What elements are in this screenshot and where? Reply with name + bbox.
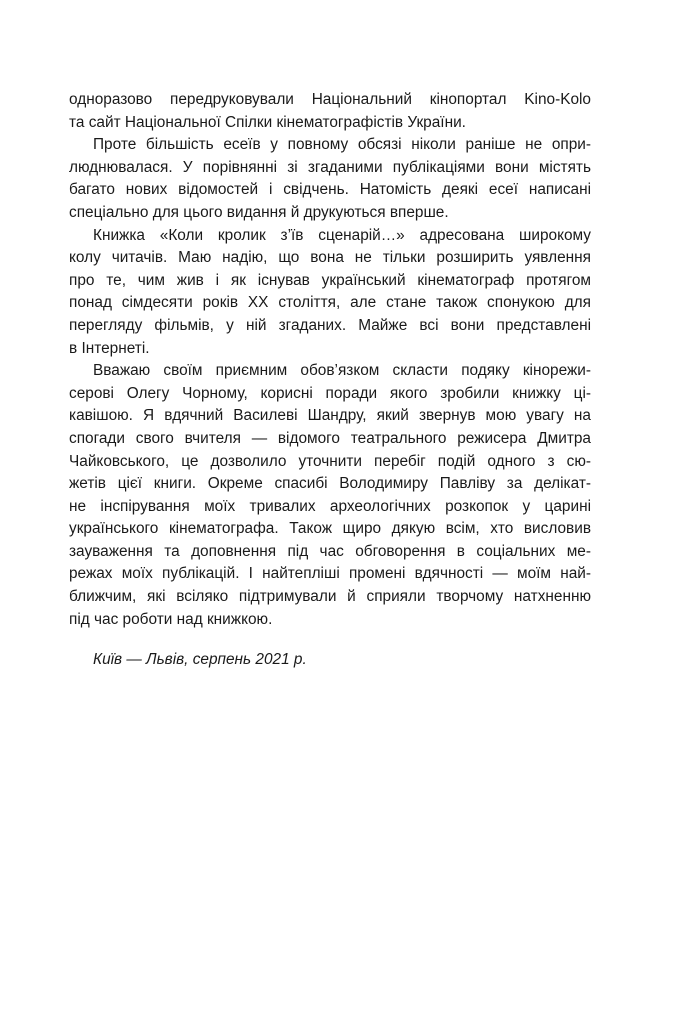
text-line: під час роботи над книжкою. [69,610,273,628]
text-line: спогади свого вчителя — відомого театрального режисера Дмитра [69,429,591,447]
paragraph-4 [69,360,591,631]
text-line: та сайт Національної Спілки кінематографістів України. [69,113,466,131]
text-line: люднювалася. У порівнянні зі згаданими публікаціями вони містять [69,158,591,176]
text-line: понад сімдесяти років XX століття, але стане також спонукою для [69,294,591,312]
paragraph-3 [69,225,591,361]
text-line: Проте більшість есеїв у повному обсязі ніколи раніше не опри- [93,136,591,154]
document-page [69,89,591,672]
text-line: багато нових відомостей і свідчень. Натомість деякі есеї написані [69,181,591,199]
text-line: серові Олегу Чорному, корисні поради якого зробили книжку ці- [69,384,591,402]
paragraph-2 [69,134,591,224]
text-line: перегляду фільмів, у ній згаданих. Майже всі вони представлені [69,316,591,334]
text-line: Чайковського, це дозволило уточнити перебіг подій одного з сю- [69,452,591,470]
text-line: Книжка «Коли кролик з’їв сценарій…» адресована широкому [93,226,591,244]
text-line: жетів цієї книги. Окреме спасибі Володимиру Павліву за делікат- [69,475,591,493]
text-line: кавішою. Я вдячний Василеві Шандру, який звернув мою увагу на [69,407,591,425]
text-line: спеціально для цього видання й друкуються вперше. [69,203,449,221]
text-line: ближчим, які всіляко підтримували й сприяли творчому натхненню [69,588,591,606]
text-line: не інспірування моїх тривалих археологічних розкопок у царині [69,497,591,515]
text-line: одноразово передруковували Національний кінопортал Kino-Kolo [69,91,591,108]
text-line: Вважаю своїм приємним обов’язком скласти подяку кінорежи- [93,362,591,380]
paragraph-1 [69,89,591,134]
signature-place-date: Київ — Львів, серпень 2021 р. [93,651,307,669]
text-line: українського кінематографа. Також щиро дякую всім, хто висловив [69,520,591,538]
text-line: зауваження та доповнення під час обговорення в соціальних ме- [69,542,591,560]
text-line: колу читачів. Маю надію, що вона не тільки розширить уявлення [69,249,591,267]
text-line: режах моїх публікацій. І найтепліші промені вдячності — моїм най- [69,565,591,583]
text-line: про те, чим жив і як існував український кінематограф протягом [69,271,591,289]
text-line: в Інтернеті. [69,339,150,357]
